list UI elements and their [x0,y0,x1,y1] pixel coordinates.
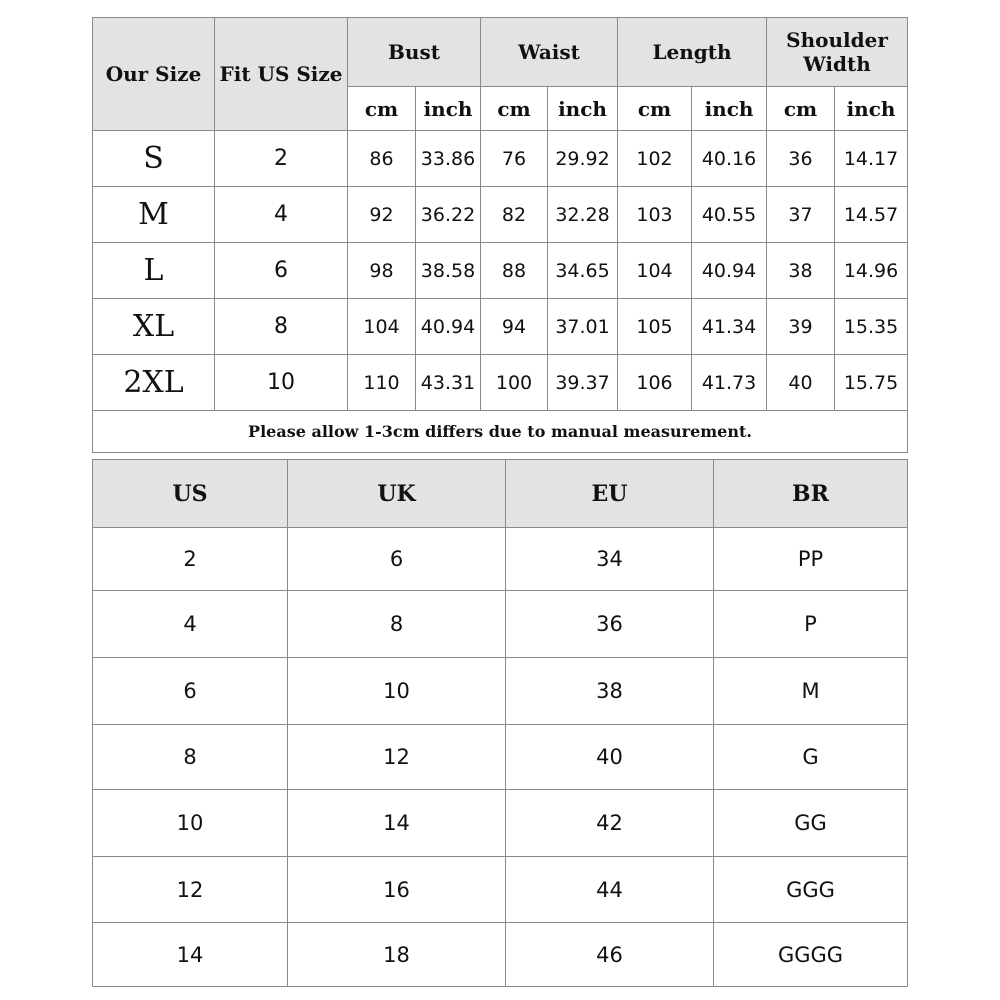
conversion-cell: GGGG [714,923,908,987]
measurement-cell: 14.17 [835,131,908,187]
conversion-cell: 8 [93,725,288,790]
conversion-row [93,923,908,987]
unit-cell: inch [692,87,767,131]
conversion-cell: GGG [714,857,908,923]
fit-us-size-cell: 8 [215,299,348,355]
our-size-cell: S [93,131,215,187]
measurement-cell: 102 [618,131,692,187]
header-us: US [93,460,288,528]
conversion-cell: GG [714,790,908,857]
measurement-cell: 105 [618,299,692,355]
unit-cell: cm [618,87,692,131]
measurement-cell: 98 [348,243,416,299]
measurement-cell: 43.31 [416,355,481,411]
measurement-cell: 103 [618,187,692,243]
measurement-cell: 41.34 [692,299,767,355]
measurement-cell: 110 [348,355,416,411]
conversion-cell: 36 [506,591,714,658]
measurement-cell: 38 [767,243,835,299]
header-waist: Waist [481,18,618,87]
conversion-row [93,528,908,591]
measurement-cell: 14.96 [835,243,908,299]
fit-us-size-cell: 6 [215,243,348,299]
header-uk: UK [288,460,506,528]
size-row [93,355,908,411]
unit-cell: inch [416,87,481,131]
measurement-cell: 94 [481,299,548,355]
measurement-cell: 36.22 [416,187,481,243]
measurement-cell: 40.94 [416,299,481,355]
our-size-cell: XL [93,299,215,355]
conversion-cell: 6 [288,528,506,591]
measurement-cell: 92 [348,187,416,243]
conversion-cell: 12 [288,725,506,790]
size-row [93,187,908,243]
unit-cell: cm [767,87,835,131]
conversion-cell: 12 [93,857,288,923]
unit-cell: inch [548,87,618,131]
header-fit-us-size: Fit US Size [215,18,348,131]
measurement-cell: 15.75 [835,355,908,411]
conversion-row [93,591,908,658]
size-row [93,243,908,299]
header-length: Length [618,18,767,87]
measurement-cell: 37 [767,187,835,243]
header-eu: EU [506,460,714,528]
conversion-cell: 44 [506,857,714,923]
conversion-cell: 8 [288,591,506,658]
measurement-cell: 100 [481,355,548,411]
unit-cell: cm [481,87,548,131]
unit-cell: inch [835,87,908,131]
conversion-cell: PP [714,528,908,591]
conversion-cell: 38 [506,658,714,725]
conversion-cell: P [714,591,908,658]
conversion-row [93,790,908,857]
conversion-cell: G [714,725,908,790]
measurement-cell: 40.55 [692,187,767,243]
measurement-cell: 37.01 [548,299,618,355]
size-row [93,299,908,355]
measurement-cell: 32.28 [548,187,618,243]
conversion-cell: 42 [506,790,714,857]
measurement-cell: 33.86 [416,131,481,187]
conversion-row [93,658,908,725]
size-chart-table [92,17,908,453]
header-bust: Bust [348,18,481,87]
conversion-cell: 2 [93,528,288,591]
header-shoulder-width: Shoulder Width [767,18,908,87]
measurement-cell: 88 [481,243,548,299]
measurement-cell: 40 [767,355,835,411]
measurement-cell: 39.37 [548,355,618,411]
conversion-cell: 4 [93,591,288,658]
measurement-note: Please allow 1-3cm differs due to manual measurement. [93,411,908,453]
conversion-cell: M [714,658,908,725]
conversion-row [93,725,908,790]
measurement-cell: 104 [348,299,416,355]
fit-us-size-cell: 2 [215,131,348,187]
conversion-cell: 6 [93,658,288,725]
our-size-cell: L [93,243,215,299]
conversion-cell: 10 [93,790,288,857]
fit-us-size-cell: 10 [215,355,348,411]
measurement-cell: 34.65 [548,243,618,299]
measurement-cell: 38.58 [416,243,481,299]
measurement-cell: 14.57 [835,187,908,243]
conversion-cell: 34 [506,528,714,591]
our-size-cell: 2XL [93,355,215,411]
fit-us-size-cell: 4 [215,187,348,243]
our-size-cell: M [93,187,215,243]
measurement-cell: 39 [767,299,835,355]
measurement-cell: 15.35 [835,299,908,355]
unit-cell: cm [348,87,416,131]
size-conversion-table [92,459,908,987]
measurement-cell: 86 [348,131,416,187]
header-br: BR [714,460,908,528]
measurement-cell: 41.73 [692,355,767,411]
conversion-cell: 40 [506,725,714,790]
conversion-cell: 10 [288,658,506,725]
conversion-row [93,857,908,923]
measurement-cell: 82 [481,187,548,243]
size-row [93,131,908,187]
measurement-cell: 76 [481,131,548,187]
measurement-cell: 40.94 [692,243,767,299]
measurement-cell: 36 [767,131,835,187]
conversion-cell: 14 [93,923,288,987]
measurement-cell: 40.16 [692,131,767,187]
conversion-cell: 14 [288,790,506,857]
measurement-cell: 106 [618,355,692,411]
measurement-cell: 29.92 [548,131,618,187]
conversion-cell: 46 [506,923,714,987]
conversion-cell: 18 [288,923,506,987]
conversion-cell: 16 [288,857,506,923]
measurement-cell: 104 [618,243,692,299]
header-our-size: Our Size [93,18,215,131]
